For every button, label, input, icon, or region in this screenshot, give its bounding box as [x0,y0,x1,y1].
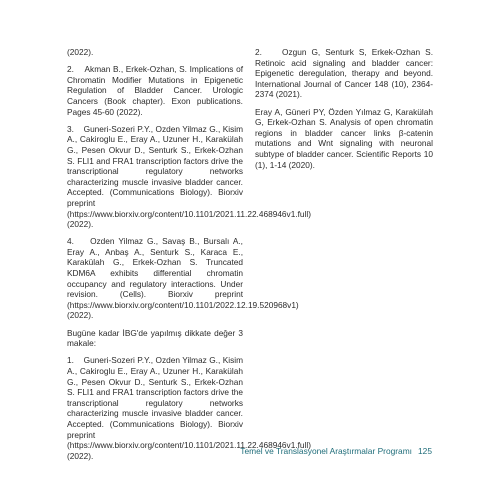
right-paragraph-1: 2. Ozgun G, Senturk S, Erkek-Ozhan S. Retinoic acid signaling and bladder cancer: Epigenetic deregulation, therapy and beyond. International Journal of Cancer 148 (10), 2364-2374 (2021). [255,47,433,100]
right-column [255,47,433,177]
left-paragraph-3: 3. Guneri-Sozeri P.Y., Ozden Yilmaz G., Kisim A., Cakiroglu E., Eray A., Uzuner H., Karakülah G., Pesen Okvur D., Senturk S., Erkek-Ozhan S. FLI1 and FRA1 transcription factors drive the transcriptional regulatory networks characterizing muscle invasive bladder cancer. Accepted. (Communications Biology). Biorxiv preprint (https://www.biorxiv.org/content/10.1101/2021.11.22.468946v1.full) (2022). [67,123,311,230]
right-paragraph-2: Eray A, Güneri PY, Özden Yılmaz G, Karakülah G, Erkek-Ozhan S. Analysis of open chromatin regions in bladder cancer links β-catenin mutations and Wnt signaling with neuronal subtype of bladder cancer. Scientific Reports 10 (1), 1-14 (2020). [255,106,433,170]
left-paragraph-4: 4. Ozden Yilmaz G., Savaş B., Bursalı A., Eray A., Anbaş A., Senturk S., Karaca E., Karakülah G., Erkek-Ozhan S. Truncated KDM6A exhibits differential chromatin occupancy and regulatory interactions. Under revision. (Cells). Biorxiv preprint (https://www.biorxiv.org/content/10.1101/2022.12.19.520968v1) (2022). [67,236,299,321]
left-paragraph-2: 2. Akman B., Erkek-Ozhan, S. Implications of Chromatin Modifier Mutations in Epigenetic Regulation of Bladder Cancer. Urologic Cancers (Book chapter). Exon publications. Pages 45-60 (2022). [67,64,243,117]
left-paragraph-6: 1. Guneri-Sozeri P.Y., Ozden Yilmaz G., Kisim A., Cakiroglu E., Eray A., Uzuner H., Karakülah G., Pesen Okvur D., Senturk S., Erkek-Ozhan S. FLI1 and FRA1 transcription factors drive the transcriptional regulatory networks characterizing muscle invasive bladder cancer. Accepted. (Communications Biology). Biorxiv preprint (https://www.biorxiv.org/content/10.1101/2021.11.22.468946v1.full) (2022). [67,355,311,461]
page-footer [240,446,432,456]
left-paragraph-5: Bugüne kadar İBG'de yapılmış dikkate değer 3 makale: [67,327,243,349]
left-column [67,47,311,468]
left-paragraph-1: (2022). [67,47,94,57]
footer-title: Temel ve Translasyonel Araştırmalar Programı [240,446,413,456]
page-number: 125 [418,446,432,456]
